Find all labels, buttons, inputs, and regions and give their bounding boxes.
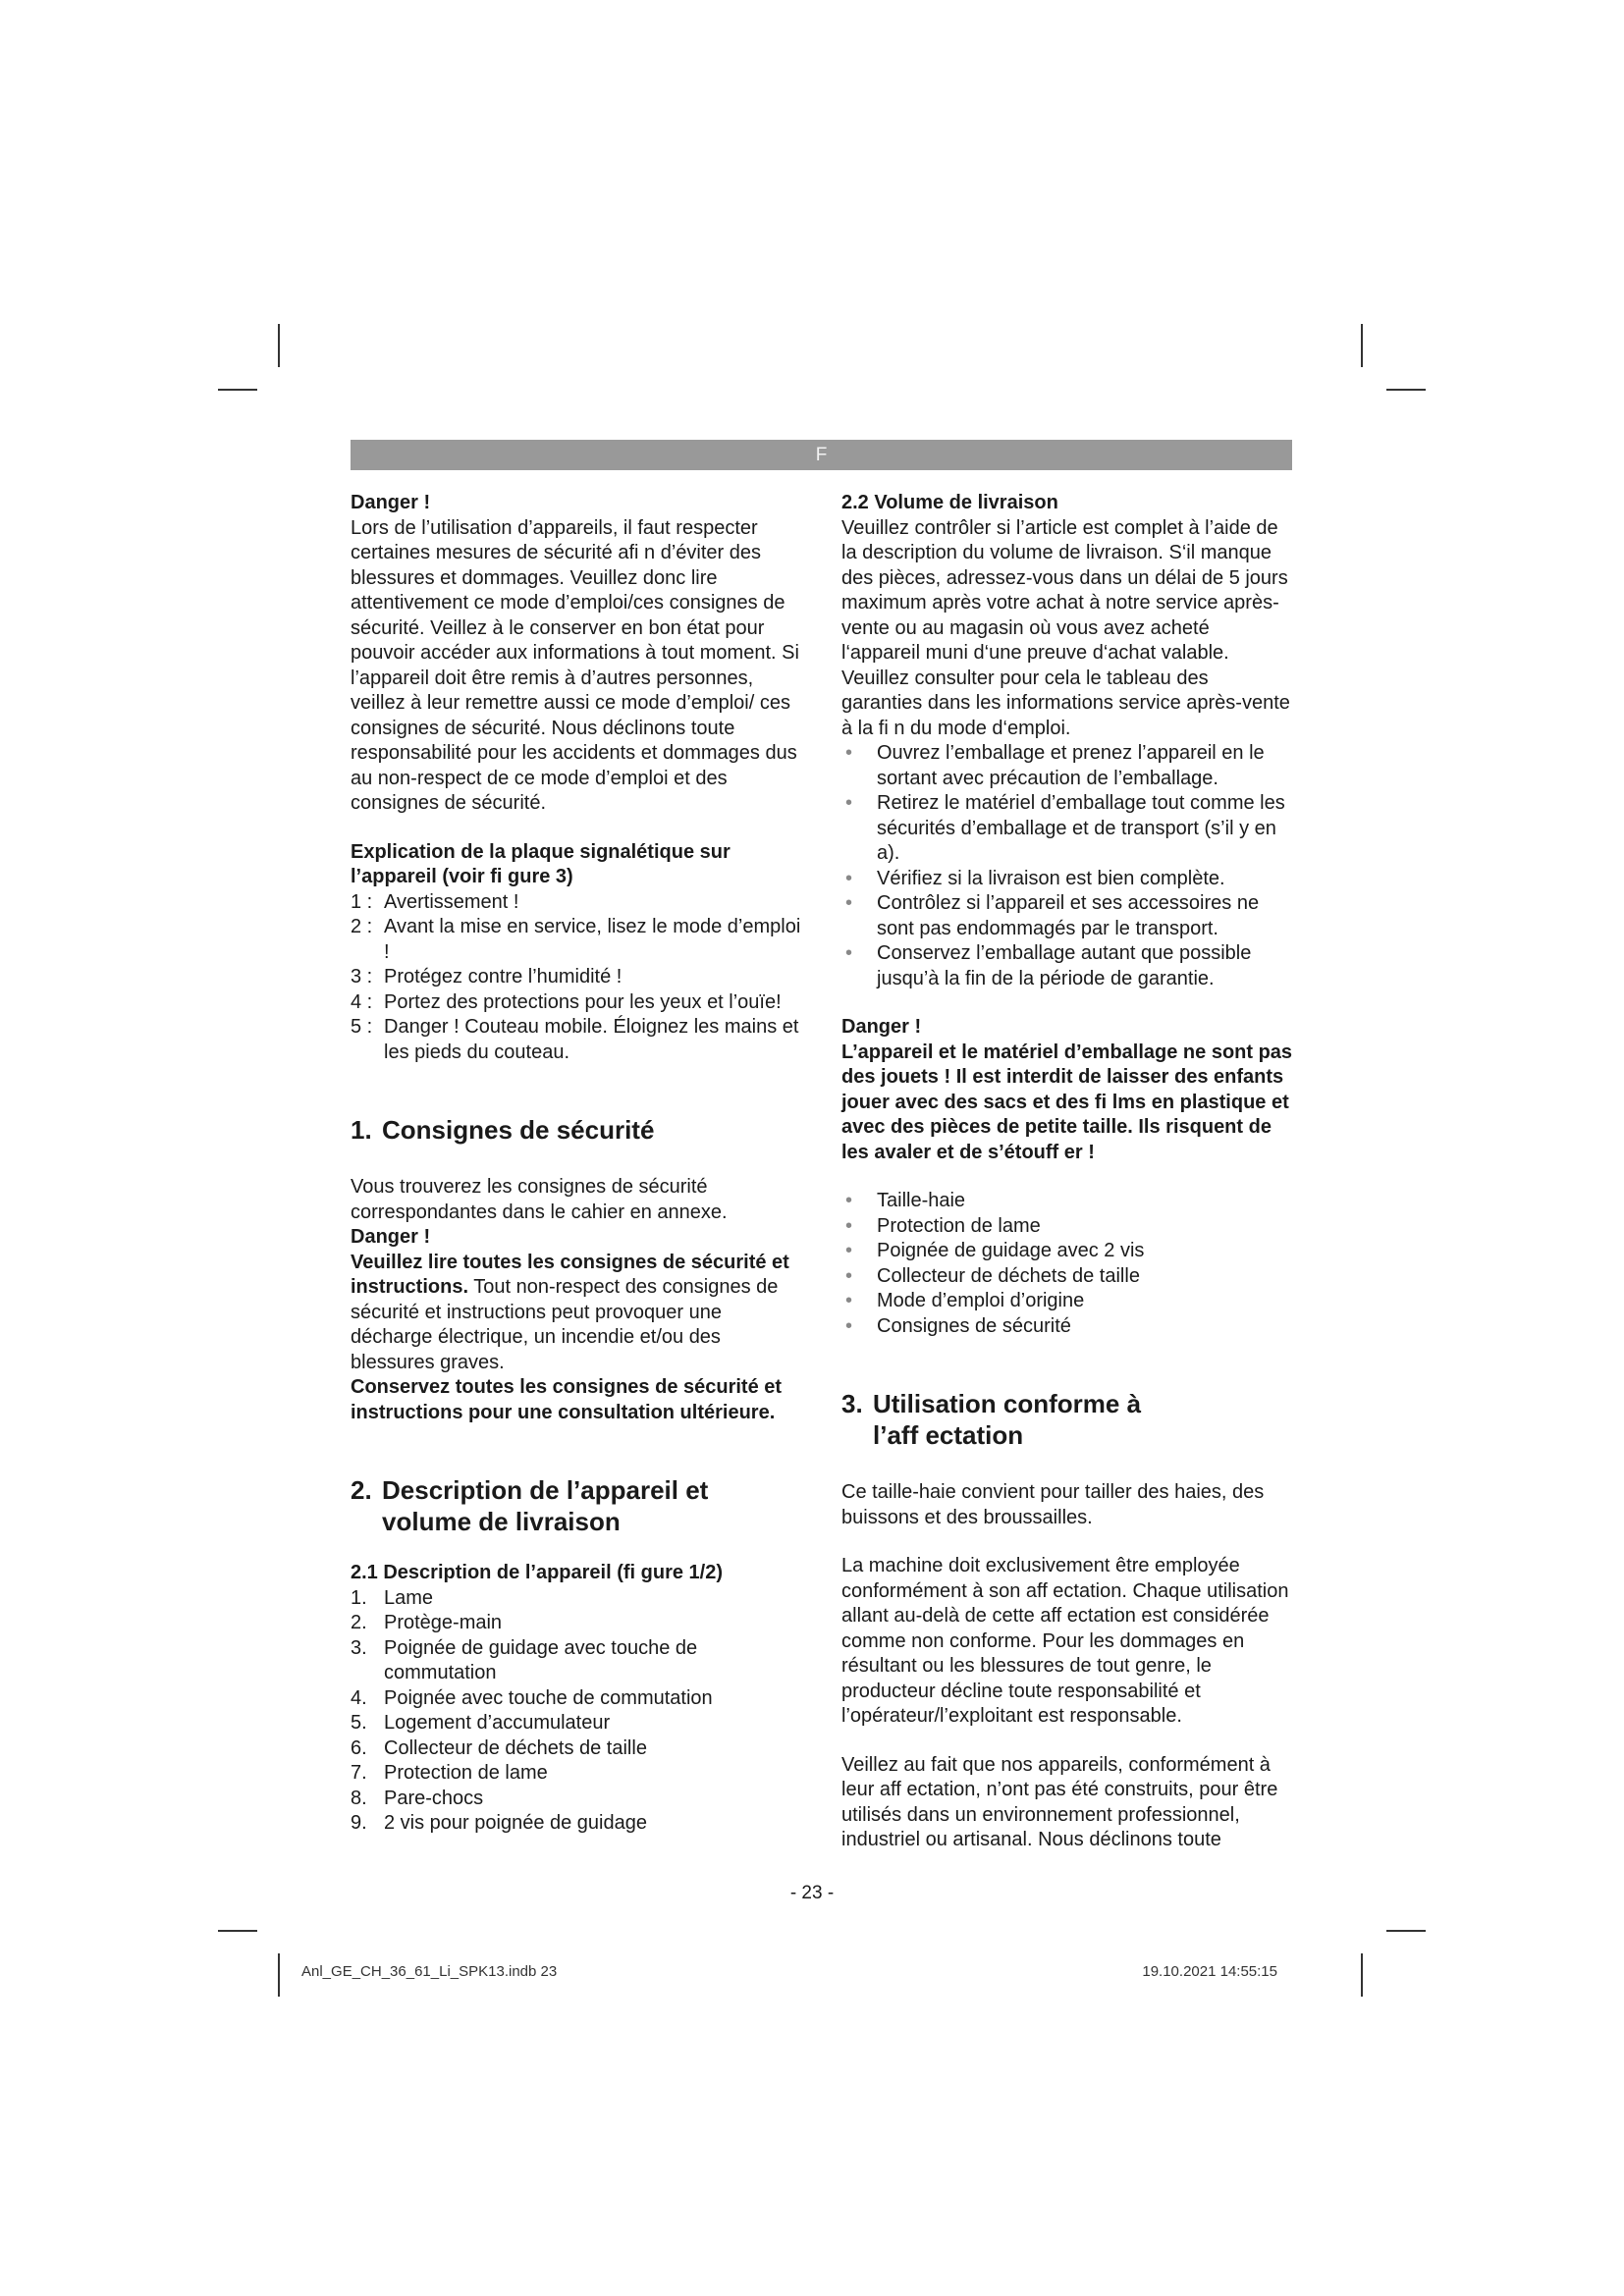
intro-paragraph: Lors de l’utilisation d’appareils, il faut respecter certaines mesures de sécurité afi n d’éviter des blessures et dommages. Veuillez donc lire attentivement ce mode d’emploi/ces consignes de sécurité. Veillez à le conserver en bon état pour pouvoir accéder aux informations à tout moment. Si l’appareil doit être remis à d’autres personnes, veillez à leur remettre aussi ce mode d’emploi/ ces consignes de sécurité. Nous déclinons toute responsabilité pour les accidents et dommages dus au non-respect de ce mode d’emploi et des consignes de sécurité. <box>351 516 799 814</box>
list-item: 2. Protège-main <box>351 1612 503 1633</box>
list-item: 8. Pare-chocs <box>351 1787 484 1809</box>
section-1-heading: 1. Consignes de sécurité <box>351 1115 655 1145</box>
list-item: 2 : Avant la mise en service, lisez le mode d’emploi ! <box>351 916 801 963</box>
crop-mark <box>218 1930 257 1932</box>
list-item: • Conservez l’emballage autant que possible jusqu’à la fin de la période de garantie. <box>845 942 1252 989</box>
crop-mark <box>1386 389 1426 391</box>
crop-mark <box>218 389 257 391</box>
page-number: - 23 - <box>789 1883 835 1903</box>
section-1-danger: Danger ! <box>351 1226 431 1248</box>
list-item: • Ouvrez l’emballage et prenez l’appareil en le sortant avec précaution de l’emballage. <box>845 742 1265 789</box>
list-item: • Retirez le matériel d’emballage tout comme les sécurités d’emballage et de transport (s’il y en a). <box>845 792 1285 864</box>
list-item: 3. Poignée de guidage avec touche de commutation <box>351 1636 698 1683</box>
section-3-paragraph: Ce taille-haie convient pour tailler des haies, des buissons et des broussailles. <box>841 1481 1265 1528</box>
list-item: 1. Lame <box>351 1586 434 1609</box>
list-item: • Vérifiez si la livraison est bien complète. <box>845 867 1225 889</box>
print-timestamp: 19.10.2021 14:55:15 <box>1142 1963 1277 1980</box>
language-header-bar <box>351 440 1292 470</box>
list-item: • Protection de lame <box>845 1214 1041 1237</box>
danger-warning: L’appareil et le matériel d’emballage ne sont pas des jouets ! Il est interdit de laisser des enfants jouer avec des sacs et des fi lms en plastique et avec des pièces de petite taille. Ils risquent de les avaler et de s’étouff er ! <box>841 1041 1293 1163</box>
list-item: • Collecteur de déchets de taille <box>845 1264 1140 1287</box>
right-column <box>841 491 1293 1853</box>
crop-mark <box>278 1953 280 1997</box>
section-3-paragraph: Veillez au fait que nos appareils, conformément à leur aff ectation, n’ont pas été construits, pour être utilisés dans un environnement professionnel, industriel ou artisanal. Nous déclinons toute <box>841 1753 1278 1850</box>
list-item: 5. Logement d’accumulateur <box>351 1712 611 1734</box>
section-3-paragraph: La machine doit exclusivement être employée conformément à son aff ectation. Chaque utilisation allant au-delà de cette aff ectation est considérée comme non conforme. Pour les dommages en résultant ou les blessures de tout genre, le producteur décline toute responsabilité et l’opérateur/l’exploitant est responsable. <box>841 1555 1289 1727</box>
list-item: • Mode d’emploi d’origine <box>845 1290 1085 1311</box>
list-item: • Consignes de sécurité <box>845 1314 1071 1337</box>
section-1-keep-note: Conservez toutes les consignes de sécurité et instructions pour une consultation ultérieure. <box>351 1376 783 1423</box>
crop-mark <box>1386 1930 1426 1932</box>
danger-heading: Danger ! <box>841 1016 922 1038</box>
list-item: 7. Protection de lame <box>351 1762 548 1784</box>
plate-list <box>351 890 802 1066</box>
list-item: 9. 2 vis pour poignée de guidage <box>351 1812 647 1834</box>
list-item: 4. Poignée avec touche de commutation <box>351 1686 713 1709</box>
language-code: F <box>815 445 828 465</box>
list-item: 4 : Portez des protections pour les yeux et l’ouïe! <box>351 990 782 1013</box>
crop-mark <box>1361 1953 1363 1997</box>
list-item: 3 : Protégez contre l’humidité ! <box>351 966 623 988</box>
section-1-intro: Vous trouverez les consignes de sécurité correspondantes dans le cahier en annexe. <box>351 1176 728 1223</box>
list-item: 5 : Danger ! Couteau mobile. Éloignez les mains et les pieds du couteau. <box>351 1016 799 1063</box>
section-3-heading: 3. Utilisation conforme à l’aff ectation <box>841 1389 1142 1450</box>
section-2-2-paragraph: Veuillez contrôler si l’article est complet à l’aide de la description du volume de livraison. S‘il manque des pièces, adressez-vous dans un délai de 5 jours maximum après votre achat à notre service après-vente ou au magasin où vous avez acheté l‘appareil muni d‘une preuve d‘achat valable. Veuillez consulter pour cela le tableau des garanties dans les informations service après-vente à la fi n du mode d‘emploi. <box>841 516 1290 739</box>
crop-mark <box>278 324 280 367</box>
section-2-1-heading: 2.1 Description de l’appareil (fi gure 1/2) <box>351 1562 723 1583</box>
parts-list <box>351 1586 802 1837</box>
list-item: • Poignée de guidage avec 2 vis <box>845 1240 1145 1261</box>
plate-heading: Explication de la plaque signalétique sur l’appareil (voir fi gure 3) <box>351 840 731 887</box>
list-item: 6. Collecteur de déchets de taille <box>351 1736 647 1759</box>
list-item: • Contrôlez si l’appareil et ses accessoires ne sont pas endommagés par le transport. <box>845 892 1260 939</box>
list-item: 1 : Avertissement ! <box>351 890 519 913</box>
left-column <box>351 491 802 1837</box>
danger-heading: Danger ! <box>351 492 431 513</box>
section-1-instructions: Veuillez lire toutes les consignes de sécurité et instructions. Tout non-respect des consignes de sécurité et instructions peut provoquer une décharge électrique, un incendie et/ou des blessures graves. <box>351 1251 789 1373</box>
unpacking-list <box>841 741 1293 991</box>
contents-list <box>841 1189 1293 1339</box>
crop-mark <box>1361 324 1363 367</box>
list-item: • Taille-haie <box>845 1190 966 1211</box>
file-name: Anl_GE_CH_36_61_Li_SPK13.indb 23 <box>301 1963 558 1980</box>
section-2-heading: 2. Description de l’appareil et volume de livraison <box>351 1475 709 1536</box>
section-2-2-heading: 2.2 Volume de livraison <box>841 492 1058 513</box>
